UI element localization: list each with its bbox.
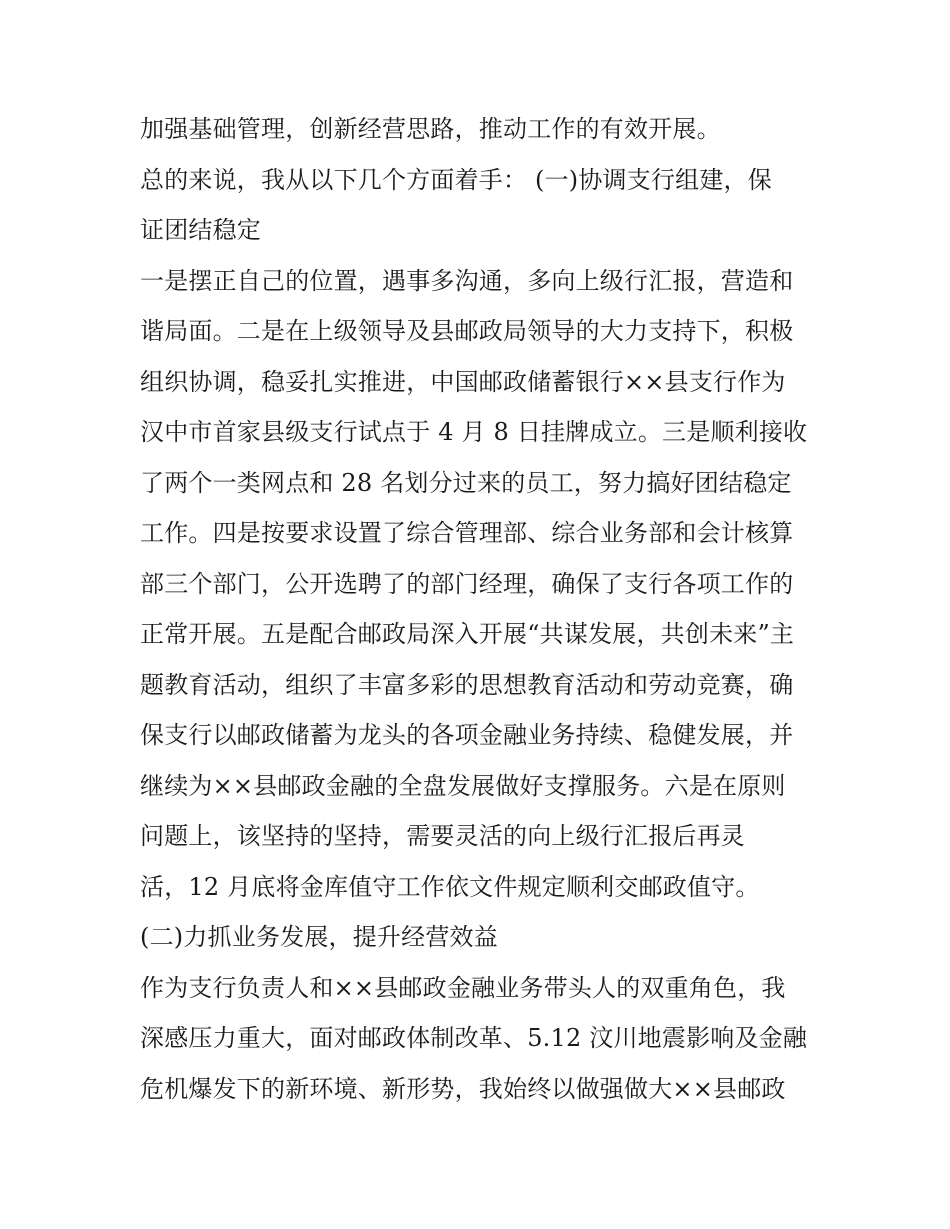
- text-line: 了两个一类网点和 28 名划分过来的员工，努力搞好团结稳定: [140, 469, 792, 497]
- text-line: 一是摆正自己的位置，遇事多沟通，多向上级行汇报，营造和: [140, 267, 794, 295]
- text-line: 保支行以邮政储蓄为龙头的各项金融业务持续、稳健发展，并: [140, 721, 794, 749]
- text-line: 活，12 月底将金库值守工作依文件规定顺利交邮政值守。: [140, 873, 760, 901]
- text-line: 证团结稳定: [140, 216, 261, 244]
- text-line: 谐局面。二是在上级领导及县邮政局领导的大力支持下，积极: [140, 317, 794, 345]
- text-line: 总的来说，我从以下几个方面着手： (一)协调支行组建，保: [140, 166, 772, 194]
- section-heading: (二)力抓业务发展，提升经营效益: [140, 923, 498, 951]
- text-line: 工作。四是按要求设置了综合管理部、综合业务部和会计核算: [140, 519, 794, 547]
- text-line: 继续为××县邮政金融的全盘发展做好支撑服务。六是在原则: [140, 772, 786, 800]
- text-line: 组织协调，稳妥扎实推进，中国邮政储蓄银行××县支行作为: [140, 368, 786, 396]
- text-line: 加强基础管理，创新经营思路，推动工作的有效开展。: [140, 115, 721, 143]
- text-line: 题教育活动，组织了丰富多彩的思想教育活动和劳动竞赛，确: [140, 671, 794, 699]
- text-line: 汉中市首家县级支行试点于 4 月 8 日挂牌成立。三是顺利接收: [140, 418, 808, 446]
- text-line: 作为支行负责人和××县邮政金融业务带头人的双重角色，我: [140, 974, 786, 1002]
- text-line: 问题上，该坚持的坚持，需要灵活的向上级行汇报后再灵: [140, 822, 745, 850]
- text-line: 危机爆发下的新环境、新形势，我始终以做强做大××县邮政: [140, 1075, 786, 1103]
- text-line: 部三个部门，公开选聘了的部门经理，确保了支行各项工作的: [140, 570, 794, 598]
- text-line: 正常开展。五是配合邮政局深入开展“共谋发展，共创未来”主: [140, 620, 795, 648]
- text-line: 深感压力重大，面对邮政体制改革、5.12 汶川地震影响及金融: [140, 1024, 808, 1052]
